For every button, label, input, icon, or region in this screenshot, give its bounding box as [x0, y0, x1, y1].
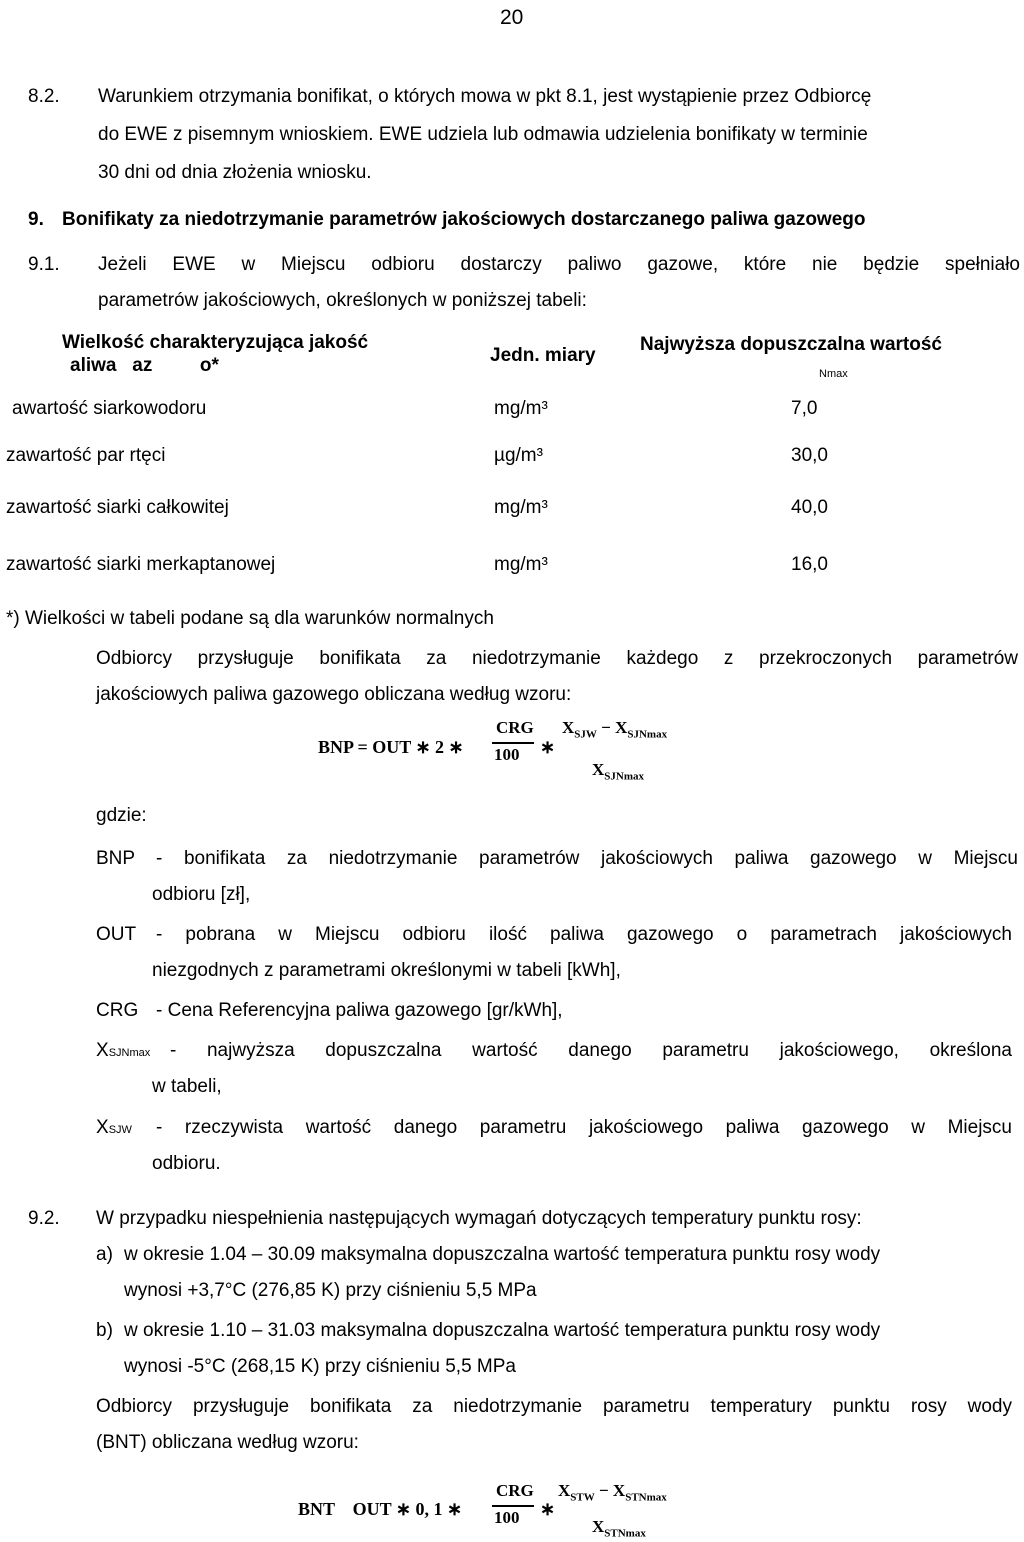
definition-text-line-2: odbioru. — [152, 1153, 221, 1174]
table-cell-parameter: awartość siarkowodoru — [12, 398, 207, 419]
formula-bnp-100: 100 — [494, 745, 520, 764]
bnp-intro-line-2: jakościowych paliwa gazowego obliczana według wzoru: — [96, 684, 572, 705]
section-9-2-paragraph-line-2: (BNT) obliczana według wzoru: — [96, 1432, 359, 1453]
section-9-1-line-2: parametrów jakościowych, określonych w poniższej tabeli: — [98, 290, 587, 311]
definition-text-line-1: - pobrana w Miejscu odbioru ilość paliwa gazowego o parametrach jakościowych — [156, 924, 1012, 945]
table-cell-value: 40,0 — [791, 497, 828, 518]
formula-bnp-star: ∗ — [540, 737, 556, 757]
table-header-parameter-line-2: aliwa az o* — [70, 355, 219, 376]
formula-bnt-crg: CRG — [496, 1481, 534, 1500]
table-cell-unit: mg/m³ — [494, 497, 548, 518]
section-9-number: 9. — [28, 209, 44, 230]
definition-symbol: OUT — [96, 924, 137, 945]
table-cell-value: 16,0 — [791, 554, 828, 575]
definition-text-line-2: odbioru [zł], — [152, 884, 251, 905]
page-number: 20 — [500, 6, 524, 29]
formula-bnp-denominator: $X_{SJNmax}$ — [592, 760, 645, 783]
formula-bnt-numerator: $X_{STW} - X_{STNmax}$ — [558, 1481, 667, 1504]
formula-bnt-fraction-bar — [492, 1505, 534, 1507]
table-cell-parameter: zawartość siarki merkaptanowej — [6, 554, 276, 575]
section-8-2-line-2: do EWE z pisemnym wnioskiem. EWE udziela lub odmawia udzielenia bonifikaty w terminie — [98, 124, 868, 145]
definition-symbol: XSJNmax — [96, 1040, 151, 1061]
table-footnote: *) Wielkości w tabeli podane są dla warunków normalnych — [6, 608, 494, 629]
section-9-title: Bonifikaty za niedotrzymanie parametrów jakościowych dostarczanego paliwa gazowego — [62, 209, 866, 230]
section-9-2-item-a-line-1: w okresie 1.04 – 30.09 maksymalna dopuszczalna wartość temperatura punktu rosy wody — [124, 1244, 881, 1265]
definition-text-line-1: - bonifikata za niedotrzymanie parametrów jakościowych paliwa gazowego w Miejscu — [156, 848, 1018, 869]
table-cell-unit: mg/m³ — [494, 554, 548, 575]
gdzie-label: gdzie: — [96, 805, 147, 826]
formula-bnp-lhs: BNP = OUT ∗ 2 ∗ — [318, 737, 464, 757]
table-cell-unit: µg/m³ — [494, 445, 543, 466]
section-8-2-line-3: 30 dni od dnia złożenia wniosku. — [98, 162, 372, 183]
section-9-2-item-a-label: a) — [96, 1244, 113, 1265]
definition-text-line-1: - rzeczywista wartość danego parametru jakościowego paliwa gazowego w Miejscu — [156, 1117, 1012, 1138]
definition-symbol: XSJW — [96, 1117, 132, 1138]
section-9-2-item-b-line-1: w okresie 1.10 – 31.03 maksymalna dopuszczalna wartość temperatura punktu rosy wody — [124, 1320, 881, 1341]
table-header-unit: Jedn. miary — [490, 345, 596, 366]
table-cell-value: 7,0 — [791, 398, 818, 419]
section-8-2-line-1: Warunkiem otrzymania bonifikat, o których mowa w pkt 8.1, jest wystąpienie przez Odbiorcę — [98, 86, 872, 107]
formula-bnp-numerator: $X_{SJW} - X_{SJNmax}$ — [562, 718, 668, 741]
table-cell-parameter: zawartość siarki całkowitej — [6, 497, 229, 518]
section-9-1-line-1: Jeżeli EWE w Miejscu odbioru dostarczy paliwo gazowe, które nie będzie spełniało — [98, 254, 1020, 275]
formula-bnt-lhs: BNT OUT ∗ 0, 1 ∗ — [298, 1499, 463, 1519]
formula-bnt-star: ∗ — [540, 1499, 556, 1519]
section-9-2-item-a-line-2: wynosi +3,7°C (276,85 K) przy ciśnieniu 5,5 MPa — [124, 1280, 537, 1301]
section-9-2-item-b-line-2: wynosi -5°C (268,15 K) przy ciśnieniu 5,5 MPa — [124, 1356, 516, 1377]
definition-symbol: CRG — [96, 1000, 139, 1021]
section-9-2-number: 9.2. — [28, 1208, 60, 1229]
definition-text-line-1: - najwyższa dopuszczalna wartość danego parametru jakościowego, określona — [170, 1040, 1012, 1061]
definition-symbol: BNP — [96, 848, 136, 869]
section-9-1-number: 9.1. — [28, 254, 60, 275]
section-9-2-paragraph-line-1: Odbiorcy przysługuje bonifikata za niedotrzymanie parametru temperatury punktu rosy wody — [96, 1396, 1012, 1417]
definition-text-line-1: - Cena Referencyjna paliwa gazowego [gr/kWh], — [156, 1000, 563, 1021]
table-cell-unit: mg/m³ — [494, 398, 548, 419]
formula-bnt-denominator: $X_{STNmax}$ — [592, 1517, 646, 1540]
definition-text-line-2: niezgodnych z parametrami określonymi w tabeli [kWh], — [152, 960, 621, 981]
table-header-max-value: Najwyższa dopuszczalna wartość — [640, 334, 942, 355]
section-8-2-number: 8.2. — [28, 86, 60, 107]
table-cell-parameter: zawartość par rtęci — [6, 445, 166, 466]
formula-bnp-crg: CRG — [496, 718, 534, 737]
section-9-2-line-1: W przypadku niespełnienia następujących wymagań dotyczących temperatury punktu rosy: — [96, 1208, 862, 1229]
table-cell-value: 30,0 — [791, 445, 828, 466]
table-header-max-value-sub: Nmax — [819, 368, 848, 380]
section-9-2-item-b-label: b) — [96, 1320, 113, 1341]
table-header-parameter: Wielkość charakteryzująca jakość — [62, 332, 369, 353]
definition-text-line-2: w tabeli, — [152, 1076, 222, 1097]
bnp-intro-line-1: Odbiorcy przysługuje bonifikata za niedotrzymanie każdego z przekroczonych parametrów — [96, 648, 1018, 669]
formula-bnp-fraction-bar — [492, 742, 534, 744]
formula-bnt-100: 100 — [494, 1508, 520, 1527]
